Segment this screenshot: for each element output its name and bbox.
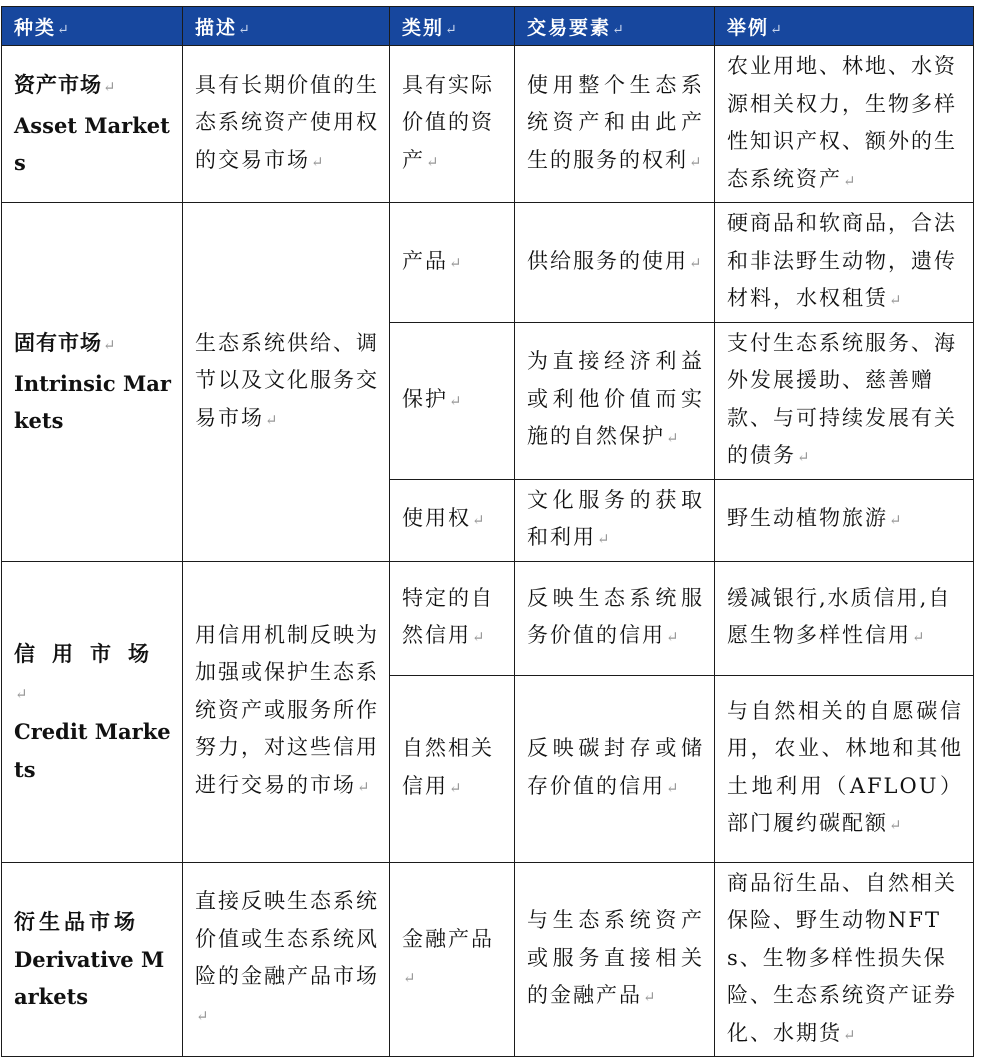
market-example: 缓减银行,水质信用,自愿生物多样性信用↵ [715, 561, 974, 675]
market-example: 农业用地、林地、水资源相关权力，生物多样性知识产权、额外的生态系统资产↵ [715, 46, 974, 203]
market-category: 具有实际价值的资产↵ [390, 46, 515, 203]
market-description: 生态系统供给、调节以及文化服务交易市场↵ [183, 203, 390, 562]
header-kind: 种类↵ [2, 7, 183, 46]
market-kind: 衍生品市场 Derivative Markets [2, 862, 183, 1057]
market-category: 产品↵ [390, 203, 515, 323]
table-row [2, 862, 974, 1057]
market-kind: 信用市场↵ Credit Markets [2, 561, 183, 862]
header-example: 举例↵ [715, 7, 974, 46]
market-example: 野生动植物旅游↵ [715, 479, 974, 561]
trade-element: 供给服务的使用↵ [515, 203, 715, 323]
header-description: 描述↵ [183, 7, 390, 46]
market-category: 特定的自然信用↵ [390, 561, 515, 675]
trade-element: 反映碳封存或储存价值的信用↵ [515, 675, 715, 862]
market-description: 用信用机制反映为加强或保护生态系统资产或服务所作努力，对这些信用进行交易的市场↵ [183, 561, 390, 862]
table-row [2, 203, 974, 323]
market-example: 支付生态系统服务、海外发展援助、慈善赠款、与可持续发展有关的债务↵ [715, 322, 974, 479]
market-category: 金融产品↵ [390, 862, 515, 1057]
market-category: 使用权↵ [390, 479, 515, 561]
trade-element: 与生态系统资产或服务直接相关的金融产品↵ [515, 862, 715, 1057]
ecosystem-markets-table [1, 6, 974, 1057]
market-description: 具有长期价值的生态系统资产使用权的交易市场↵ [183, 46, 390, 203]
header-row [2, 7, 974, 46]
market-description: 直接反映生态系统价值或生态系统风险的金融产品市场↵ [183, 862, 390, 1057]
header-category: 类别↵ [390, 7, 515, 46]
trade-element: 文化服务的获取和利用↵ [515, 479, 715, 561]
market-example: 与自然相关的自愿碳信用，农业、林地和其他土地利用（AFLOU）部门履约碳配额↵ [715, 675, 974, 862]
market-category: 自然相关信用↵ [390, 675, 515, 862]
table-row [2, 561, 974, 675]
header-element: 交易要素↵ [515, 7, 715, 46]
trade-element: 为直接经济利益或利他价值而实施的自然保护↵ [515, 322, 715, 479]
trade-element: 反映生态系统服务价值的信用↵ [515, 561, 715, 675]
trade-element: 使用整个生态系统资产和由此产生的服务的权利↵ [515, 46, 715, 203]
market-kind: 资产市场↵ Asset Markets [2, 46, 183, 203]
market-category: 保护↵ [390, 322, 515, 479]
table-row [2, 46, 974, 203]
market-example: 商品衍生品、自然相关保险、野生动物NFTs、生物多样性损失保险、生态系统资产证券化、水期货↵ [715, 862, 974, 1057]
market-kind: 固有市场↵ Intrinsic Markets [2, 203, 183, 562]
market-example: 硬商品和软商品，合法和非法野生动物，遗传材料，水权租赁↵ [715, 203, 974, 323]
